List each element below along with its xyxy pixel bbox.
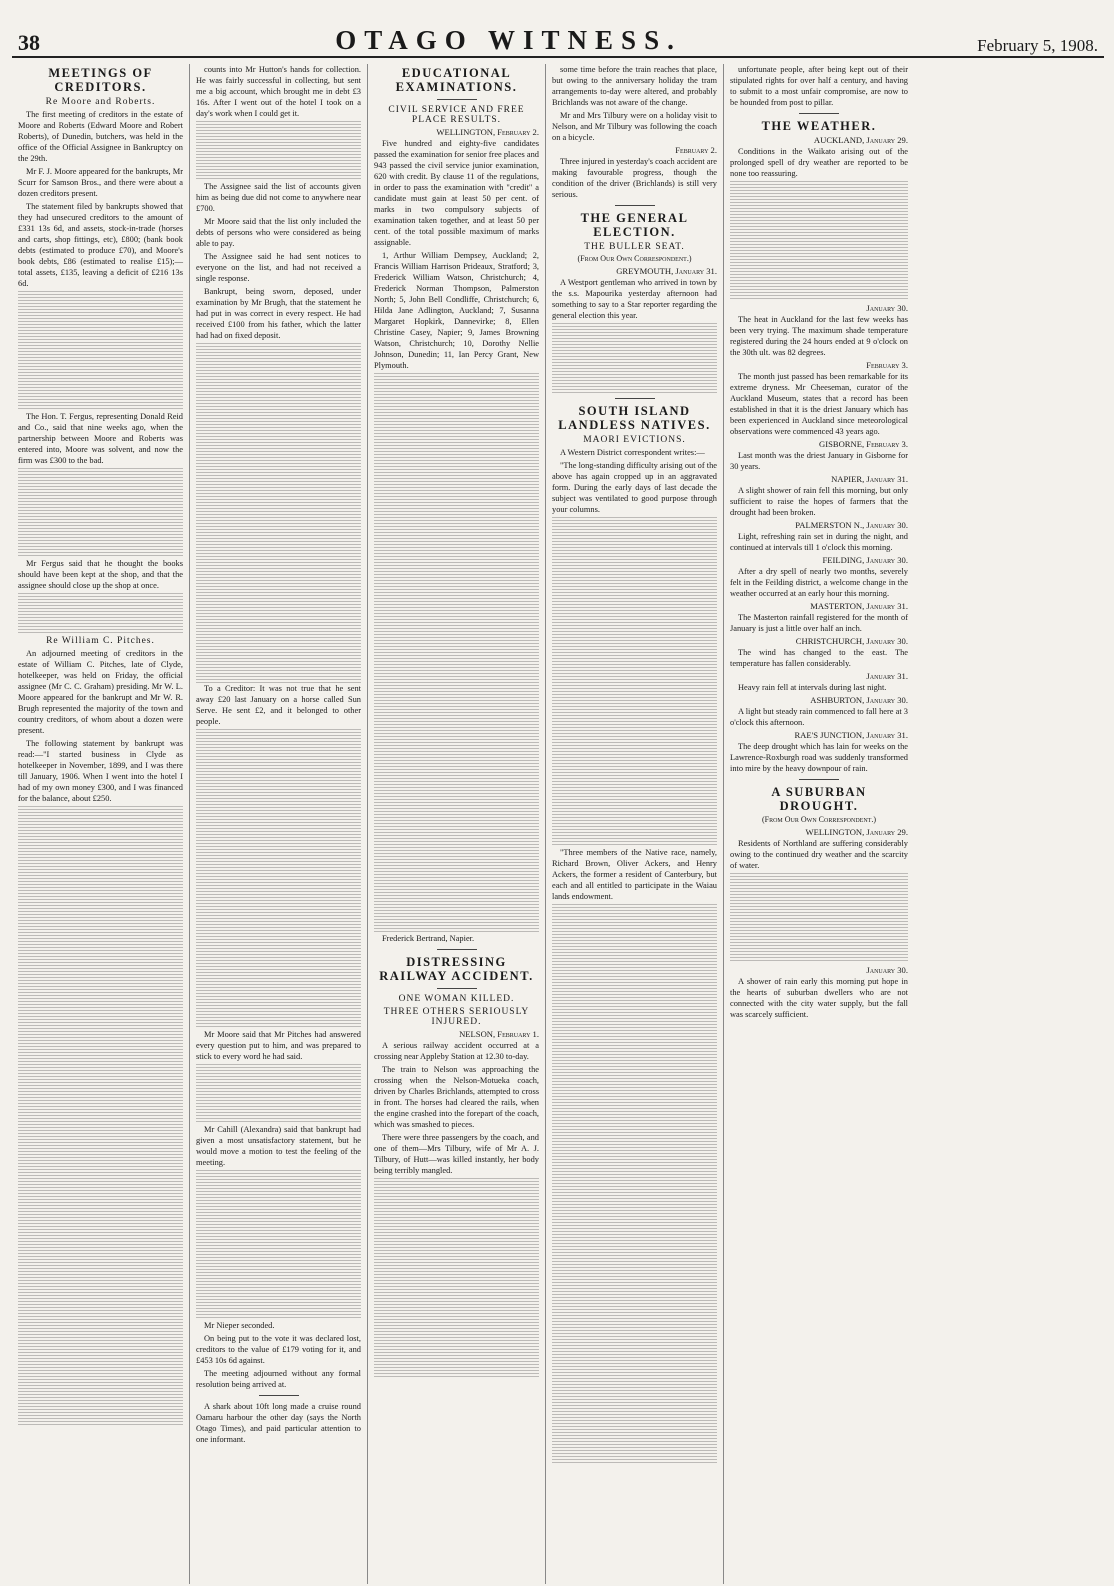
dateline: NAPIER, January 31. <box>831 474 908 484</box>
paragraph: The month just passed has been remarkable for its extreme dryness. Mr Cheeseman, curator of the Auckland Museum, states that a record has been established in that it is the driest January which has been experienced in Auckland since meteorological observations were commenced 43 years ago. <box>730 372 908 436</box>
dateline: January 31. <box>866 671 908 681</box>
paragraph: unfortunate people, after being kept out of their stipulated rights for over half a century, and having to submit to a most unfair compromise, are now to be hounded from post to pillar. <box>730 65 908 107</box>
dateline: ASHBURTON, January 30. <box>810 695 908 705</box>
paragraph: A slight shower of rain fell this morning, but only sufficient to raise the hopes of farmers that the drought had been broken. <box>730 486 908 517</box>
paragraph: There were three passengers by the coach, and one of them—Mrs Tilbury, wife of Mr A. J. Tilbury, of Hutt—was killed instantly, her body being terribly mangled. <box>374 1133 539 1175</box>
text-block <box>18 806 183 1426</box>
article-subheading: ONE WOMAN KILLED. <box>398 994 515 1004</box>
article-subheading: THE BULLER SEAT. <box>584 242 685 252</box>
paragraph: Mr Moore said that the list only included the debts of persons who were considered as being able to pay. <box>196 217 361 248</box>
paragraph: Mr Moore said that Mr Pitches had answered every question put to him, and was prepared to stick to every word he had said. <box>196 1030 361 1061</box>
paragraph: A Western District correspondent writes:— <box>560 448 705 457</box>
article-heading: THE GENERAL ELECTION. <box>580 211 689 239</box>
paragraph: Last month was the driest January in Gisborne for 30 years. <box>730 451 908 471</box>
paragraph: A Westport gentleman who arrived in town by the s.s. Mapourika yesterday afternoon had something to say to a Star reporter regarding the general election this year. <box>552 278 717 320</box>
masthead <box>12 4 1104 58</box>
text-block <box>374 373 539 933</box>
paragraph: Mr Nieper seconded. <box>204 1321 275 1330</box>
paragraph: After a dry spell of nearly two months, severely felt in the Feilding district, a welcome change in the weather occurred at an early hour this morning. <box>730 567 908 598</box>
paragraph: The statement filed by bankrupts showed that they had unsecured creditors to the amount of £331 13s 6d, and assets, stock-in-trade (horses and carts, shop fittings, etc), £800; (bank book debts (estimated to produce £70), and Moore's book debts, £86 (estimated to realise £15);—total assets, £135, leaving a deficit of £216 13s 6d. <box>18 202 183 288</box>
article-heading: A SUBURBAN DROUGHT. <box>771 785 867 813</box>
paragraph: "Three members of the Native race, namely, Richard Brown, Oliver Ackers, and Henry Ackers, the former a resident of Canterbury, but each and all entitled to participate in the Waiau lands endowment. <box>552 848 717 901</box>
paragraph: Heavy rain fell at intervals during last night. <box>738 683 887 692</box>
dateline: January 30. <box>866 965 908 975</box>
paragraph: The first meeting of creditors in the estate of Moore and Roberts (Edward Moore and Robert Roberts), of Dunedin, butchers, was held in the office of the Official Assignee in Bankruptcy on the 29th. <box>18 110 183 163</box>
text-block <box>196 1170 361 1320</box>
paragraph: A shark about 10ft long made a cruise round Oamaru harbour the other day (says the North Otago Times), and paid particular attention to one informant. <box>196 1402 361 1444</box>
paragraph: some time before the train reaches that place, but owing to the anniversary holiday the tram arrangements to-day were altered, and probably Brichlands was not aware of the change. <box>552 65 717 107</box>
dateline: RAE'S JUNCTION, January 31. <box>794 730 908 740</box>
dateline: WELLINGTON, January 29. <box>805 827 908 837</box>
paragraph: The wind has changed to the east. The temperature has fallen considerably. <box>730 648 908 668</box>
paragraph: Conditions in the Waikato arising out of the prolonged spell of dry weather are reported to be none too reassuring. <box>730 147 908 178</box>
paragraph: A serious railway accident occurred at a crossing near Appleby Station at 12.30 to-day. <box>374 1041 539 1061</box>
text-block <box>730 181 908 301</box>
paragraph: Mr F. J. Moore appeared for the bankrupts, Mr Scurr for Samson Bros., and there were about a dozen creditors present. <box>18 167 183 198</box>
column-3 <box>368 64 546 1584</box>
byline: (From Our Own Correspondent.) <box>761 815 876 824</box>
page-number: 38 <box>18 30 40 55</box>
article-heading: DISTRESSING RAILWAY ACCIDENT. <box>379 955 534 983</box>
paragraph: The meeting adjourned without any formal resolution being arrived at. <box>196 1369 361 1389</box>
text-block <box>18 468 183 558</box>
paragraph: counts into Mr Hutton's hands for collection. He was fairly successful in collecting, but sent me a big account, which brought me in debt £3 16s. After I went out of the hotel I took on a day's work when I could get it. <box>196 65 361 118</box>
article-heading: EDUCATIONAL EXAMINATIONS. <box>395 66 518 94</box>
divider <box>615 205 655 206</box>
dateline: January 30. <box>866 303 908 313</box>
article-heading: THE WEATHER. <box>761 119 877 133</box>
divider <box>615 398 655 399</box>
paragraph: The Hon. T. Fergus, representing Donald Reid and Co., said that nine weeks ago, when the partnership between Moore and Roberts was entered into, Moore was solvent, and now the firm was £300 to the bad. <box>18 412 183 465</box>
paragraph: An adjourned meeting of creditors in the estate of William C. Pitches, late of Clyde, hotelkeeper, was held on Friday, the official assignee (Mr C. C. Graham) presiding. Mr W. L. Moore appeared for the bankrupt and Mr W. R. Brugh represented the majority of the town and country creditors, of whom about a dozen were present. <box>18 649 183 735</box>
column-4 <box>546 64 724 1584</box>
dateline: CHRISTCHURCH, January 30. <box>795 636 908 646</box>
article-subheading: Re William C. Pitches. <box>46 636 155 646</box>
dateline: AUCKLAND, January 29. <box>813 135 908 145</box>
text-block <box>196 1064 361 1124</box>
text-block <box>552 517 717 847</box>
paragraph: A light but steady rain commenced to fall here at 3 o'clock this afternoon. <box>730 707 908 727</box>
article-subheading: THREE OTHERS SERIOUSLY INJURED. <box>383 1007 530 1027</box>
article-columns <box>12 64 1104 1584</box>
text-block <box>18 291 183 411</box>
text-block <box>196 343 361 683</box>
paper-title: OTAGO WITNESS. <box>335 25 682 55</box>
paragraph: Three injured in yesterday's coach accident are making favourable progress, though the condition of the driver (Brichlands) is still very serious. <box>552 157 717 199</box>
text-block <box>552 904 717 1464</box>
dateline: MASTERTON, January 31. <box>810 601 908 611</box>
dateline: WELLINGTON, February 2. <box>436 127 539 137</box>
paragraph: Mr Cahill (Alexandra) said that bankrupt had given a most unsatisfactory statement, but he would move a motion to test the feeling of the meeting. <box>196 1125 361 1167</box>
dateline: NELSON, February 1. <box>459 1029 539 1039</box>
byline: (From Our Own Correspondent.) <box>577 254 692 263</box>
paragraph: The Assignee said he had sent notices to everyone on the list, and had not received a single response. <box>196 252 361 283</box>
column-1 <box>12 64 190 1584</box>
column-2 <box>190 64 368 1584</box>
text-block <box>18 593 183 633</box>
article-heading: MEETINGS OF CREDITORS. <box>48 66 153 94</box>
paragraph: "The long-standing difficulty arising out of the above has again cropped up in an aggravated form. During the early days of last decade the subject was ventilated to good purpose through your columns. <box>552 461 717 514</box>
paragraph: The deep drought which has lain for weeks on the Lawrence-Roxburgh road was suddenly transformed into mire by the heavy downpour of rain. <box>730 742 908 773</box>
divider <box>437 949 477 950</box>
column-5 <box>724 64 914 1584</box>
article-subheading: MAORI EVICTIONS. <box>583 435 686 445</box>
text-block <box>730 873 908 963</box>
text-block <box>374 1178 539 1378</box>
text-block <box>552 323 717 393</box>
issue-date: February 5, 1908. <box>977 36 1098 55</box>
paragraph: The heat in Auckland for the last few weeks has been very trying. The maximum shade temperature registered during the 24 hours ended at 9 o'clock on the 30th ult. was 82 degrees. <box>730 315 908 357</box>
divider <box>437 988 477 989</box>
article-heading: SOUTH ISLAND LANDLESS NATIVES. <box>558 404 711 432</box>
paragraph: Light, refreshing rain set in during the night, and continued at intervals till 1 o'clock this morning. <box>730 532 908 552</box>
paragraph: On being put to the vote it was declared lost, creditors to the value of £179 voting for it, and £453 10s 6d against. <box>196 1334 361 1365</box>
text-block <box>196 729 361 1029</box>
paragraph: Five hundred and eighty-five candidates passed the examination for senior free places and 943 passed the civil service junior examination, 620 with credit. By clause 11 of the regulations, in order to pass the examination with "credit" a candidate must gain at least 50 per cent. of marks in two compulsory subjects of examination taken together, and at least 50 per cent. of the total possible maximum of marks assignable. <box>374 139 539 247</box>
paragraph: A shower of rain early this morning put hope in the hearts of suburban dwellers who are not connected with the city water supply, but the fall was scarcely sufficient. <box>730 977 908 1019</box>
article-subheading: Re Moore and Roberts. <box>45 97 156 107</box>
paragraph: To a Creditor: It was not true that he sent away £20 last January on a horse called Sun Serve. He sent £2, and it belonged to other people. <box>196 684 361 726</box>
dateline: February 2. <box>675 145 717 155</box>
paragraph: Mr Fergus said that he thought the books should have been kept at the shop, and that the assignee should close up the shop at once. <box>18 559 183 590</box>
divider <box>259 1395 299 1396</box>
dateline: FEILDING, January 30. <box>822 555 908 565</box>
dateline: GISBORNE, February 3. <box>819 439 908 449</box>
paragraph: Mr and Mrs Tilbury were on a holiday visit to Nelson, and Mr Tilbury was following the coach on a bicycle. <box>552 111 717 142</box>
divider <box>437 99 477 100</box>
divider <box>799 779 839 780</box>
dateline: February 3. <box>866 360 908 370</box>
paragraph: Bankrupt, being sworn, deposed, under examination by Mr Brugh, that the statement he had put in was correct in every respect. He had received £100 from his father, which the latter had had on fixed deposit. <box>196 287 361 340</box>
paragraph: Frederick Bertrand, Napier. <box>382 934 475 943</box>
divider <box>799 113 839 114</box>
paragraph: Residents of Northland are suffering considerably owing to the continued dry weather and the scarcity of water. <box>730 839 908 870</box>
paragraph: 1, Arthur William Dempsey, Auckland; 2, Francis William Harrison Prideaux, Stratford; 3, Frederick William Watson, Christchurch; 4, Frederick Norman Thompson, Palmerston North; 5, John Bell Condliffe, Christchurch; 6, Hilda Jane Adlington, Auckland; 7, Susanna Margaret Hopkirk, Dannevirke; 8, Ellen Christine Casey, Napier; 9, James Browning Watson, Christchurch; 10, Dorothy Nellie Johnson, Dunedin; 11, Ian Percy Grant, New Plymouth. <box>374 251 539 370</box>
paragraph: The Assignee said the list of accounts given him as being due did not come to anywhere near £700. <box>196 182 361 213</box>
article-subheading: CIVIL SERVICE AND FREE PLACE RESULTS. <box>388 105 525 125</box>
dateline: GREYMOUTH, January 31. <box>616 266 717 276</box>
text-block <box>196 121 361 181</box>
paragraph: The train to Nelson was approaching the crossing when the Nelson-Motueka coach, driven by Charles Brichlands, attempted to cross in front. The horses had cleared the rails, when the engine crashed into the forepart of the coach, which was smashed to pieces. <box>374 1065 539 1129</box>
paragraph: The Masterton rainfall registered for the month of January is just a little over half an inch. <box>730 613 908 633</box>
dateline: PALMERSTON N., January 30. <box>795 520 908 530</box>
paragraph: The following statement by bankrupt was read:—"I started business in Clyde as hotelkeeper in November, 1899, and I was there till January, 1906. When I went into the hotel I had of my own money £300, and I was financed for the balance, about £250. <box>18 739 183 803</box>
